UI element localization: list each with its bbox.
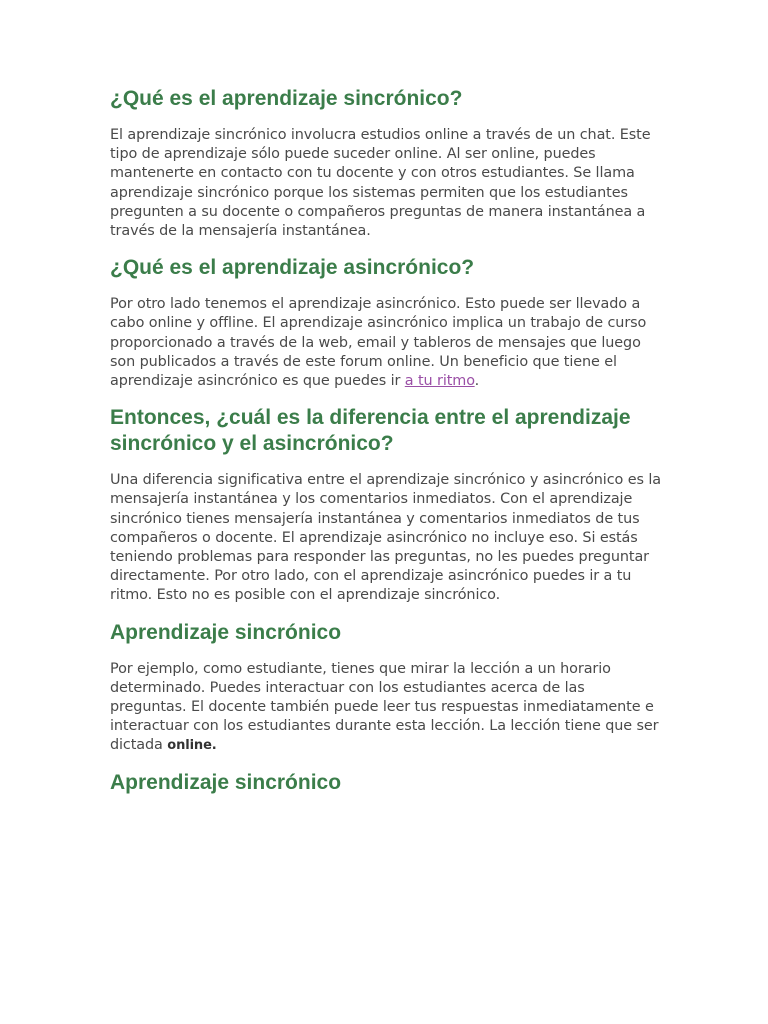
- section-body-synchronous-example: [110, 660, 662, 756]
- section-heading-asynchronous-what: ¿Qué es el aprendizaje asincrónico?: [110, 256, 475, 280]
- document-page: [110, 86, 662, 810]
- section-heading-difference: Entonces, ¿cuál es la diferencia entre el aprendizaje sincrónico y el asincrónico?: [110, 406, 631, 456]
- section-body-asynchronous-what: [110, 295, 662, 391]
- online-bold-text: online.: [167, 738, 217, 754]
- section-heading-synchronous-example: Aprendizaje sincrónico: [110, 620, 342, 644]
- asynchronous-body-end: .: [474, 373, 480, 390]
- section-body-synchronous-what: El aprendizaje sincrónico involucra estudios online a través de un chat. Este tipo de aprendizaje sólo puede suceder online. Al ser online, puedes mantenerte en contacto con tu docente y con otros estudiantes. Se llama aprendizaje sincrónico porque los sistemas permiten que los estudiantes pregunten a su docente o compañeros preguntas de manera instantánea a través de la mensajería instantánea.: [110, 127, 651, 240]
- synchronous-example-text: Por ejemplo, como estudiante, tienes que mirar la lección a un horario determinado. Puedes interactuar con los estudiantes acerca de las preguntas. El docente también puede leer tus respuestas inmediatamente e interactuar con los estudiantes durante esta lección. La lección tiene que ser dictada: [110, 660, 659, 754]
- section-heading-synchronous-what: ¿Qué es el aprendizaje sincrónico?: [110, 87, 463, 110]
- section-heading-synchronous-repeat: Aprendizaje sincrónico: [110, 770, 342, 794]
- section-body-difference: Una diferencia significativa entre el aprendizaje sincrónico y asincrónico es la mensajería instantánea y los comentarios inmediatos. Con el aprendizaje sincrónico tienes mensajería instantánea y comentarios inmediatos de tus compañeros o docente. El aprendizaje asincrónico no incluye eso. Si estás teniendo problemas para responder las preguntas, no les puedes preguntar directamente. Por otro lado, con el aprendizaje asincrónico puedes ir a tu ritmo. Esto no es posible con el aprendizaje sincrónico.: [110, 472, 661, 604]
- asynchronous-body-text: Por otro lado tenemos el aprendizaje asincrónico. Esto puede ser llevado a cabo online y offline. El aprendizaje asincrónico implica un trabajo de curso proporcionado a través de la web, email y tableros de mensajes que luego son publicados a través de este forum online. Un beneficio que tiene el aprendizaje asincrónico es que puedes ir: [110, 296, 647, 390]
- a-tu-ritmo-link[interactable]: a tu ritmo: [404, 373, 475, 390]
